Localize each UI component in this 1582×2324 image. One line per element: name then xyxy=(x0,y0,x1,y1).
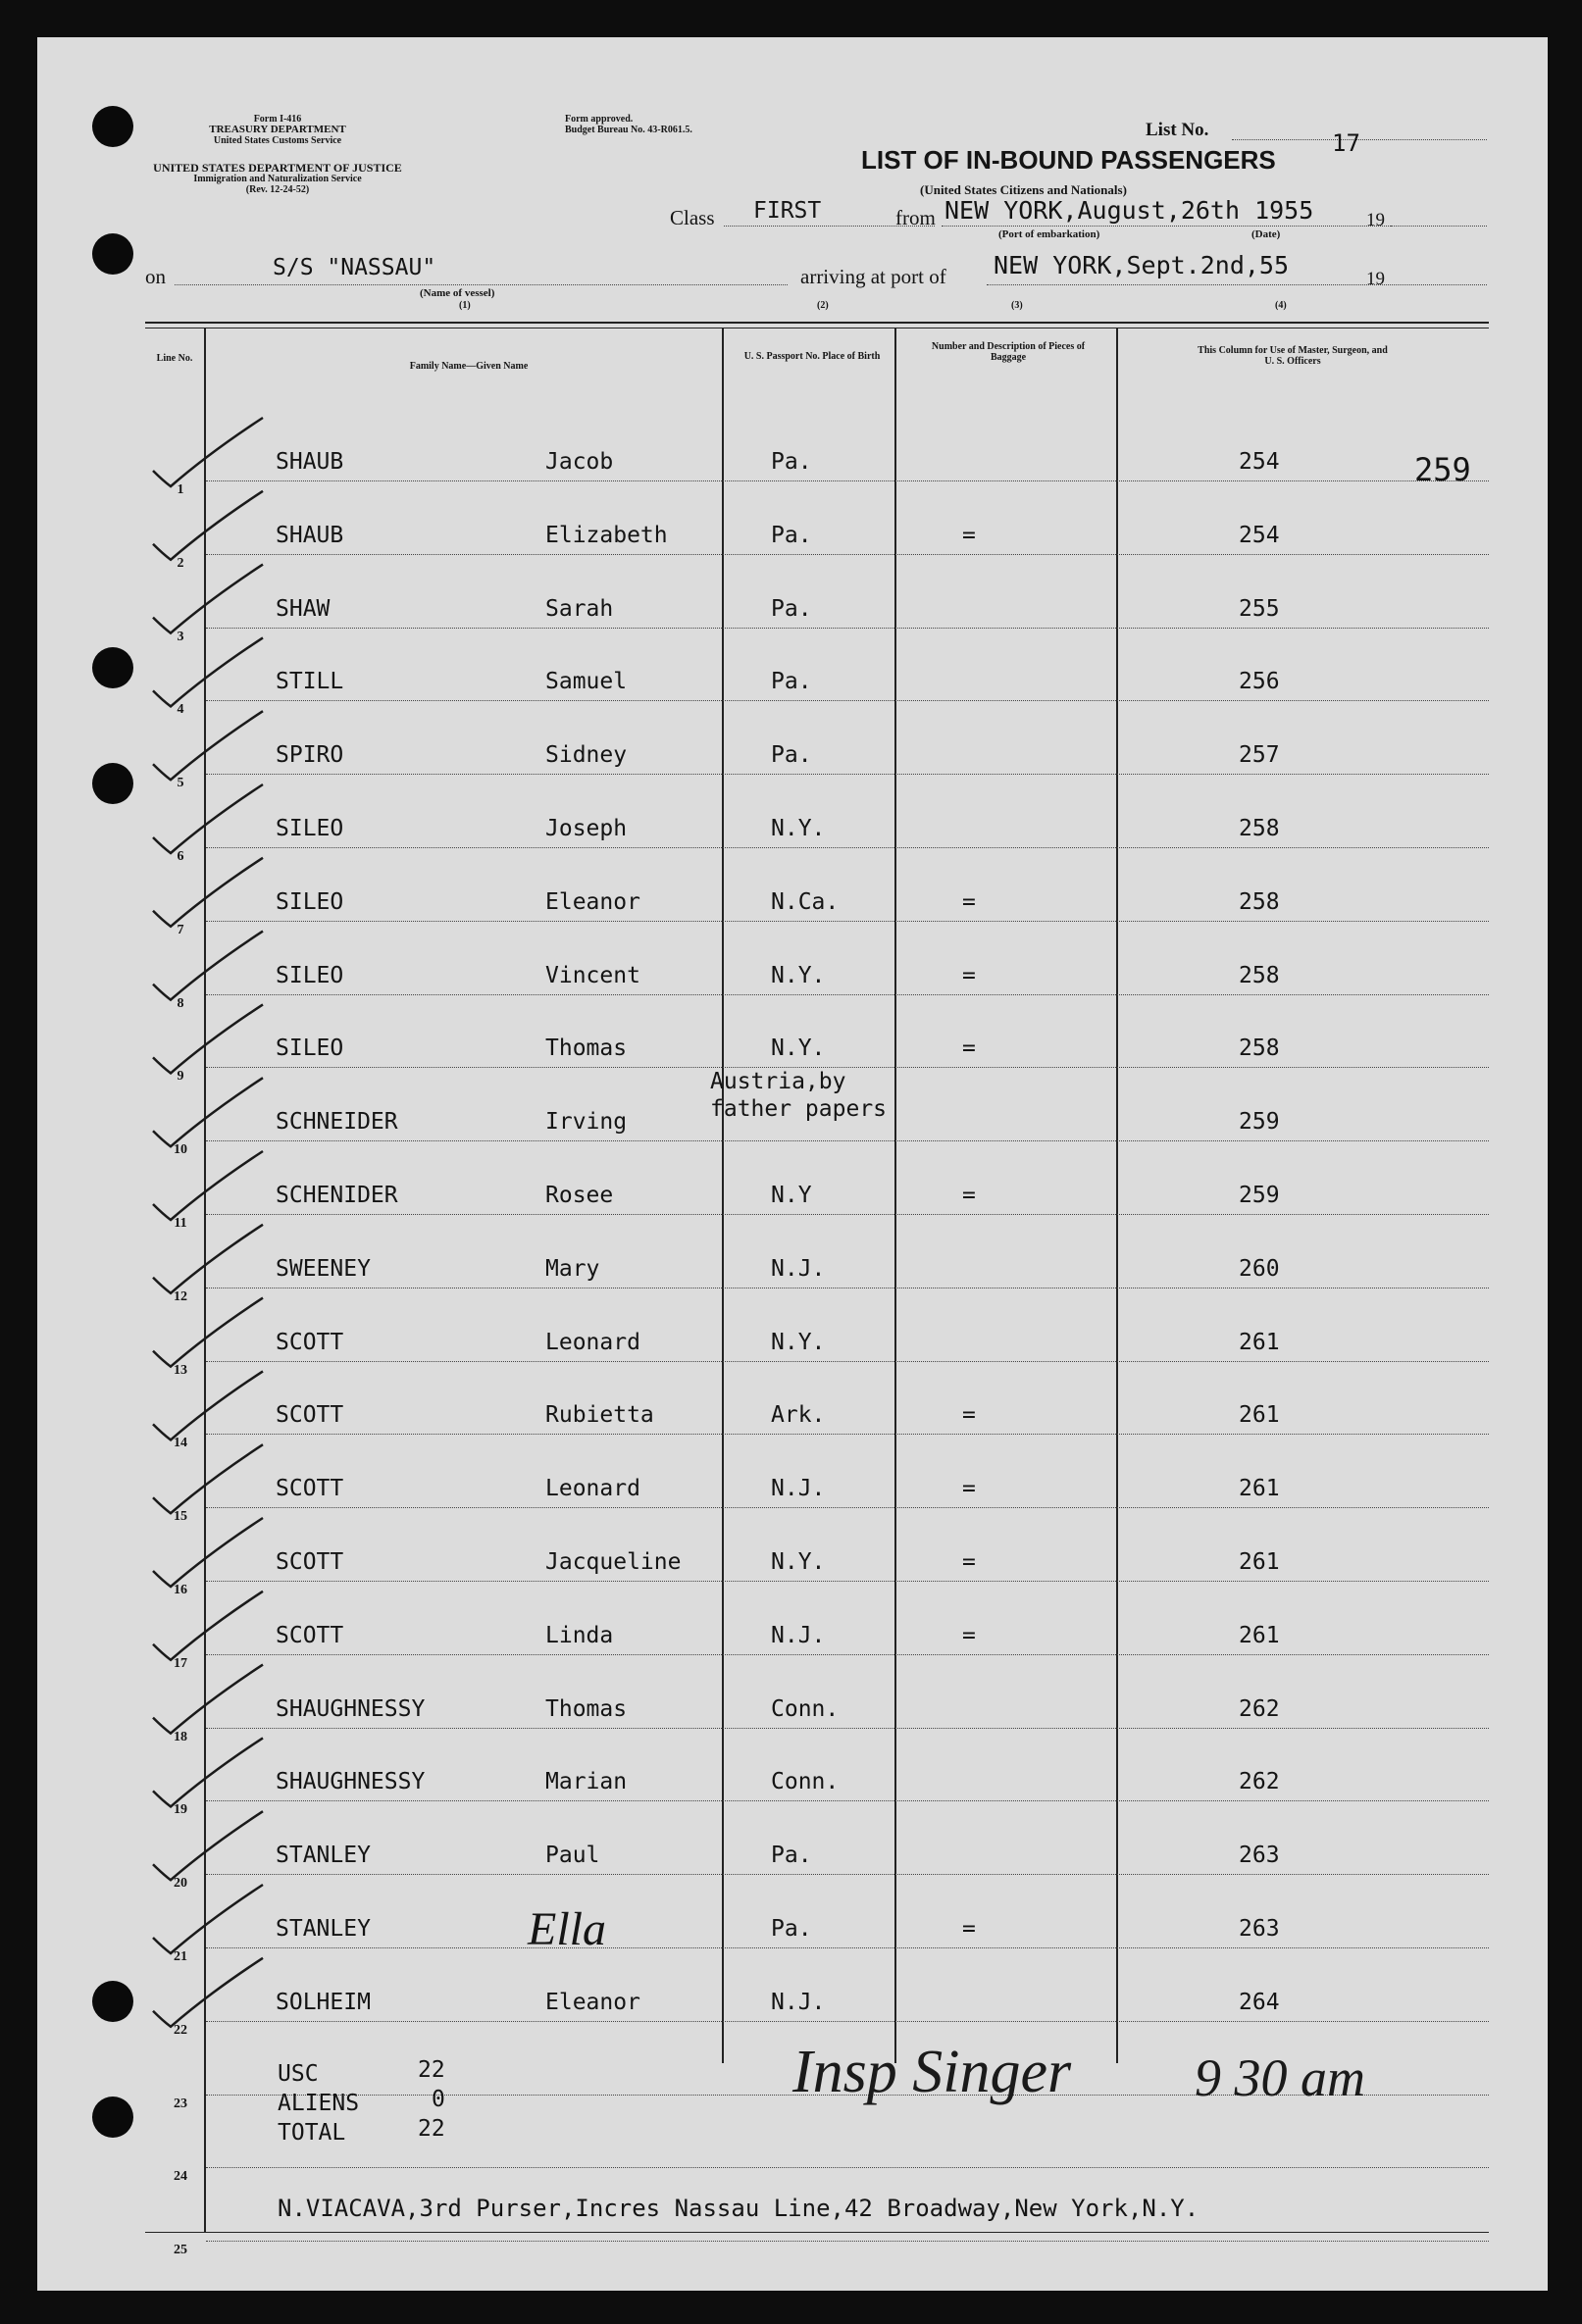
line-number: 13 xyxy=(174,1362,187,1378)
family-name: SCOTT xyxy=(276,1549,344,1575)
place-of-birth: Pa. xyxy=(771,595,812,622)
line-number: 8 xyxy=(177,995,184,1011)
check-mark xyxy=(153,1738,263,1806)
place-of-birth: N.Y xyxy=(771,1183,812,1208)
list-no-value: 17 xyxy=(1332,129,1360,157)
officer-number: 263 xyxy=(1239,1916,1280,1942)
check-mark xyxy=(153,1958,263,2027)
check-mark xyxy=(153,1004,263,1073)
line-number: 2 xyxy=(177,555,184,571)
officer-number: 261 xyxy=(1239,1329,1280,1355)
total-aliens-label: ALIENS xyxy=(278,2091,360,2116)
place-of-birth: Pa. xyxy=(771,669,812,695)
officer-number: 259 xyxy=(1239,1109,1280,1136)
place-of-birth: Pa. xyxy=(771,449,812,475)
officer-number: 262 xyxy=(1239,1769,1280,1795)
check-mark xyxy=(153,1444,263,1513)
line-number: 24 xyxy=(174,2169,187,2185)
officer-number: 254 xyxy=(1239,449,1280,475)
margin-number: 259 xyxy=(1414,451,1471,488)
officer-number: 257 xyxy=(1239,742,1280,769)
family-name: SHAUGHNESSY xyxy=(276,1695,426,1722)
approval-block xyxy=(565,114,692,135)
binder-hole xyxy=(92,763,133,804)
family-name: SWEENEY xyxy=(276,1255,371,1282)
baggage: = xyxy=(962,1402,976,1429)
port-caption: (Port of embarkation) xyxy=(998,228,1100,240)
family-name: SPIRO xyxy=(276,742,344,769)
line-number: 7 xyxy=(177,922,184,937)
family-name: SCOTT xyxy=(276,1402,344,1429)
line-number: 15 xyxy=(174,1509,187,1525)
binder-hole xyxy=(92,2097,133,2138)
place-of-birth: N.Y. xyxy=(771,1036,826,1062)
given-name: Thomas xyxy=(545,1695,628,1722)
check-mark xyxy=(153,1151,263,1220)
vessel-caption: (Name of vessel) xyxy=(420,287,495,299)
officer-number: 258 xyxy=(1239,962,1280,988)
baggage: = xyxy=(962,1476,976,1502)
place-of-birth: Pa. xyxy=(771,522,812,548)
check-mark xyxy=(153,491,263,560)
birth-note-line1: Austria,by xyxy=(710,1069,846,1094)
place-of-birth: N.Y. xyxy=(771,816,826,841)
officer-number: 261 xyxy=(1239,1549,1280,1575)
year-prefix-2: 19 xyxy=(1366,269,1385,289)
given-name: Linda xyxy=(545,1622,614,1648)
caption-4: (4) xyxy=(1275,300,1287,311)
arriving-label: arriving at port of xyxy=(800,265,946,288)
given-name: Sidney xyxy=(545,742,628,769)
family-name: SCOTT xyxy=(276,1622,344,1648)
form-subtitle: (United States Citizens and Nationals) xyxy=(920,182,1127,197)
year-prefix-1: 19 xyxy=(1366,210,1385,230)
revision: (Rev. 12-24-52) xyxy=(245,184,310,195)
given-name: Joseph xyxy=(545,816,628,841)
baggage: = xyxy=(962,1622,976,1648)
baggage: = xyxy=(962,1549,976,1575)
binder-hole xyxy=(92,106,133,147)
line-number: 25 xyxy=(174,2243,187,2258)
family-name: SHAW xyxy=(276,595,331,622)
col-header-officers: This Column for Use of Master, Surgeon, and U. S. Officers xyxy=(1198,345,1388,367)
check-mark xyxy=(153,1078,263,1146)
officer-number: 261 xyxy=(1239,1476,1280,1502)
handwritten-signature: Insp Singer xyxy=(792,2039,1072,2105)
officer-number: 255 xyxy=(1239,595,1280,622)
baggage: = xyxy=(962,522,976,548)
line-number: 3 xyxy=(177,629,184,644)
line-number: 22 xyxy=(174,2022,187,2038)
officer-number: 261 xyxy=(1239,1622,1280,1648)
check-mark xyxy=(153,858,263,927)
officer-number: 258 xyxy=(1239,888,1280,915)
family-name: SHAUB xyxy=(276,449,344,475)
family-name: SCOTT xyxy=(276,1476,344,1502)
given-name: Leonard xyxy=(545,1476,640,1502)
baggage: = xyxy=(962,962,976,988)
check-mark xyxy=(153,711,263,780)
place-of-birth: N.Ca. xyxy=(771,888,840,915)
given-name: Thomas xyxy=(545,1036,628,1062)
check-mark xyxy=(153,784,263,853)
family-name: SHAUB xyxy=(276,522,344,548)
treasury-dept: TREASURY DEPARTMENT xyxy=(209,124,346,135)
customs-service: United States Customs Service xyxy=(213,135,342,146)
total-total-value: 22 xyxy=(418,2116,445,2142)
family-name: STANLEY xyxy=(276,1843,371,1869)
col-header-name: Family Name—Given Name xyxy=(409,361,529,372)
place-of-birth: N.J. xyxy=(771,1255,826,1282)
handwritten-given-21: Ella xyxy=(528,1903,606,1955)
place-of-birth: N.Y. xyxy=(771,962,826,988)
given-name: Sarah xyxy=(545,595,614,622)
place-of-birth: Conn. xyxy=(771,1695,840,1722)
check-mark xyxy=(153,1591,263,1660)
justice-block xyxy=(135,163,420,195)
officer-number: 262 xyxy=(1239,1695,1280,1722)
line-number: 1 xyxy=(177,482,184,497)
line-number: 21 xyxy=(174,1949,187,1964)
line-number: 17 xyxy=(174,1655,187,1671)
given-name: Paul xyxy=(545,1843,600,1869)
list-no-label: List No. xyxy=(1146,120,1209,140)
line-number: 23 xyxy=(174,2096,187,2111)
form-number: Form I-416 xyxy=(253,114,302,125)
check-mark xyxy=(153,1371,263,1440)
place-of-birth: Pa. xyxy=(771,742,812,769)
given-name: Rubietta xyxy=(545,1402,654,1429)
given-name: Eleanor xyxy=(545,888,640,915)
class-value: FIRST xyxy=(753,198,822,224)
officer-number: 256 xyxy=(1239,669,1280,695)
ins-service: Immigration and Naturalization Service xyxy=(193,174,362,184)
given-name: Samuel xyxy=(545,669,628,695)
given-name: Jacob xyxy=(545,449,614,475)
family-name: SHAUGHNESSY xyxy=(276,1769,426,1795)
form-sheet xyxy=(37,37,1548,2291)
given-name: Eleanor xyxy=(545,1989,640,2015)
check-mark xyxy=(153,1885,263,1953)
from-value: NEW YORK,August,26th 1955 xyxy=(944,196,1314,225)
check-mark xyxy=(153,1811,263,1880)
given-name: Leonard xyxy=(545,1329,640,1355)
given-name: Jacqueline xyxy=(545,1549,682,1575)
justice-dept: UNITED STATES DEPARTMENT OF JUSTICE xyxy=(153,161,402,175)
col-header-passport: U. S. Passport No. Place of Birth xyxy=(743,351,881,362)
caption-2: (2) xyxy=(817,300,829,311)
baggage: = xyxy=(962,888,976,915)
form-header-left xyxy=(135,114,420,146)
family-name: STILL xyxy=(276,669,344,695)
baggage: = xyxy=(962,1183,976,1208)
family-name: SILEO xyxy=(276,1036,344,1062)
place-of-birth: Pa. xyxy=(771,1843,812,1869)
date-caption: (Date) xyxy=(1251,228,1281,240)
line-number: 11 xyxy=(174,1216,187,1231)
form-approved: Form approved. xyxy=(565,114,634,125)
caption-3: (3) xyxy=(1011,300,1023,311)
line-number: 10 xyxy=(174,1142,187,1158)
binder-hole xyxy=(92,647,133,688)
family-name: SCHENIDER xyxy=(276,1183,398,1208)
family-name: SOLHEIM xyxy=(276,1989,371,2015)
line-number: 12 xyxy=(174,1288,187,1304)
line-number: 16 xyxy=(174,1583,187,1597)
binder-hole xyxy=(92,233,133,275)
class-label: Class xyxy=(670,206,715,229)
officer-number: 259 xyxy=(1239,1183,1280,1208)
place-of-birth: Ark. xyxy=(771,1402,826,1429)
family-name: SILEO xyxy=(276,888,344,915)
line-number: 6 xyxy=(177,849,184,864)
given-name: Mary xyxy=(545,1255,600,1282)
on-label: on xyxy=(145,265,166,288)
place-of-birth: N.Y. xyxy=(771,1329,826,1355)
check-mark xyxy=(153,1225,263,1293)
given-name: Vincent xyxy=(545,962,640,988)
family-name: SILEO xyxy=(276,816,344,841)
given-name: Elizabeth xyxy=(545,522,668,548)
check-mark xyxy=(153,932,263,1000)
baggage: = xyxy=(962,1916,976,1942)
vessel-name: S/S "NASSAU" xyxy=(273,255,436,280)
line-number: 4 xyxy=(177,702,184,718)
line-number: 5 xyxy=(177,776,184,791)
officer-number: 258 xyxy=(1239,1036,1280,1062)
officer-number: 261 xyxy=(1239,1402,1280,1429)
officer-number: 258 xyxy=(1239,816,1280,841)
family-name: SILEO xyxy=(276,962,344,988)
officer-number: 254 xyxy=(1239,522,1280,548)
from-label: from xyxy=(895,206,936,229)
place-of-birth: N.Y. xyxy=(771,1549,826,1575)
line-number: 14 xyxy=(174,1436,187,1451)
officer-number: 264 xyxy=(1239,1989,1280,2015)
check-mark xyxy=(153,418,263,486)
col-header-line: Line No. xyxy=(156,353,193,364)
caption-1: (1) xyxy=(459,300,471,311)
check-mark xyxy=(153,637,263,706)
check-mark xyxy=(153,1518,263,1587)
line-number: 19 xyxy=(174,1802,187,1818)
budget-bureau: Budget Bureau No. 43-R061.5. xyxy=(565,125,692,135)
total-total-label: TOTAL xyxy=(278,2120,346,2146)
total-usc-value: 22 xyxy=(418,2057,445,2083)
given-name: Marian xyxy=(545,1769,628,1795)
family-name: SCOTT xyxy=(276,1329,344,1355)
total-usc-label: USC xyxy=(278,2061,319,2087)
check-mark xyxy=(153,565,263,633)
place-of-birth: Conn. xyxy=(771,1769,840,1795)
purser-line: N.VIACAVA,3rd Purser,Incres Nassau Line,42 Broadway,New York,N.Y. xyxy=(278,2195,1199,2222)
check-mark xyxy=(153,1298,263,1367)
arriving-value: NEW YORK,Sept.2nd,55 xyxy=(994,251,1290,279)
family-name: STANLEY xyxy=(276,1916,371,1942)
place-of-birth: N.J. xyxy=(771,1622,826,1648)
officer-number: 263 xyxy=(1239,1843,1280,1869)
line-number: 18 xyxy=(174,1729,187,1744)
place-of-birth: N.J. xyxy=(771,1476,826,1502)
check-marks-layer xyxy=(37,37,1548,2291)
baggage: = xyxy=(962,1036,976,1062)
given-name: Rosee xyxy=(545,1183,614,1208)
family-name: SCHNEIDER xyxy=(276,1109,398,1136)
line-number: 9 xyxy=(177,1069,184,1085)
handwritten-time: 9 30 am xyxy=(1195,2048,1365,2107)
check-mark xyxy=(153,1665,263,1734)
birth-note-line2: father papers xyxy=(710,1096,888,1122)
form-title: LIST OF IN-BOUND PASSENGERS xyxy=(861,145,1276,175)
line-number: 20 xyxy=(174,1876,187,1892)
given-name: Irving xyxy=(545,1109,628,1136)
place-of-birth: N.J. xyxy=(771,1989,826,2015)
col-header-baggage: Number and Description of Pieces of Baggage xyxy=(931,341,1086,363)
place-of-birth: Pa. xyxy=(771,1916,812,1942)
binder-hole xyxy=(92,1981,133,2022)
officer-number: 260 xyxy=(1239,1255,1280,1282)
total-aliens-value: 0 xyxy=(432,2087,445,2112)
